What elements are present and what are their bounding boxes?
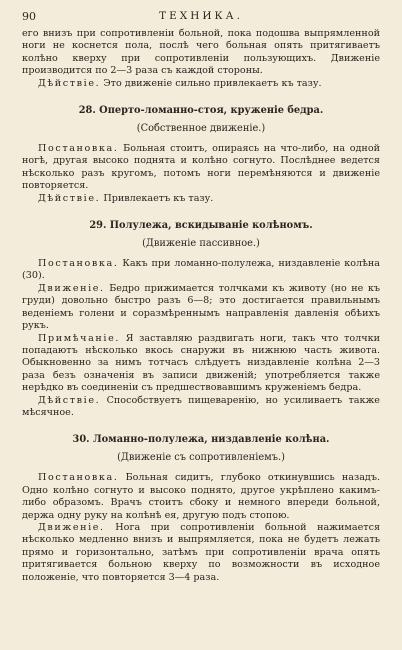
- section-29-note: Примѣчанiе. Я заставляю раздвигать ноги, такъ что толчки попадаютъ нѣсколько вкось снаружи въ нижнюю часть живота. Обыкновенно за нимъ тотчасъ слѣдуетъ низдавленiе колѣна 2—3 раза безъ означенiя въ записи движенiй; употребляется также нерѣдко въ соединенiи съ предшествовавшимъ круженiемъ бедра.: [22, 332, 380, 394]
- section-29-title: 29. Полулежа, вскидыванiе колѣномъ.: [89, 220, 313, 232]
- section-30-title: 30. Ломанно-полулежа, низдавленiе колѣна.: [72, 434, 330, 446]
- section-30-setup: Постановка. Больная сидитъ, глубоко откинувшись назадъ. Одно колѣно согнуто и высоко поднято, другое укрѣплено какимъ-либо образомъ. Врачъ стоитъ сбоку и немного впереди больной, держа одну руку на колѣнѣ ея, другую подъ стопою.: [22, 472, 380, 521]
- term-label: Постановка.: [38, 258, 119, 270]
- term-label: Примѣчанiе.: [38, 332, 121, 344]
- section-29-movement: Движенiе. Бедро прижимается толчками къ животу (но не къ груди) довольно быстро разъ 6—8; это достигается правильнымъ веденiемъ голени и соразмѣреннымъ направленiя давленiя обѣихъ рукъ.: [22, 282, 380, 332]
- section-28-effect: Дѣйствiе. Привлекаетъ къ тазу.: [38, 192, 214, 204]
- page-number: 90: [22, 10, 36, 23]
- section-29-effect: Дѣйствiе. Способствуетъ пищеваренiю, но усиливаетъ также мѣсячное.: [22, 394, 380, 418]
- term-label: Дѣйствiе.: [38, 192, 101, 204]
- running-title: ТЕХНИКА.: [159, 10, 243, 22]
- section-30-subtitle: (Движенiе съ сопротивленiемъ.): [117, 452, 285, 464]
- page-header: [22, 6, 380, 28]
- intro-paragraph: его внизъ при сопротивленiи больной, пока подошва выпрямленной ноги не коснется пола, послѣ чего больная опять притягиваетъ колѣно кверху при сопротивленiи пользующихъ. Движенiе производится по 2—3 раза съ каждой стороны.: [22, 28, 380, 77]
- term-label: Движенiе.: [38, 521, 105, 533]
- section-28-subtitle: (Собственное движенiе.): [136, 123, 266, 135]
- term-label: Дѣйствiе.: [38, 394, 101, 406]
- section-28-title: 28. Оперто-ломанно-стоя, круженiе бедра.: [78, 105, 324, 117]
- section-28-setup: Постановка. Больная стоитъ, опираясь на что-либо, на одной ногѣ, другая высоко поднята и колѣно согнуто. Послѣднее ведется нѣсколько разъ кругомъ, потомъ ноги перемѣняются и движенiе повторяется.: [22, 143, 380, 192]
- term-label: Постановка.: [38, 143, 119, 155]
- term-label: Дѣйствiе.: [38, 77, 101, 89]
- section-29-subtitle: (Движенiе пассивное.): [142, 238, 260, 250]
- term-label: Постановка.: [38, 472, 119, 484]
- section-29-setup: Постановка. Какъ при ломанно-полулежа, низдавленiе колѣна (30).: [22, 258, 380, 282]
- section-30-movement: Движенiе. Нога при сопротивленiи больной нажимается нѣсколько медленно внизъ и выпрямляется, пока не будетъ лежать прямо и горизонтально, затѣмъ при сопротивленiи врача опять притягивается больною кверху по возможности въ исходное положенiе, что повторяется 3—4 раза.: [22, 521, 380, 583]
- intro-effect: Дѣйствiе. Это движенiе сильно привлекаетъ къ тазу.: [38, 77, 322, 89]
- term-label: Движенiе.: [38, 282, 105, 294]
